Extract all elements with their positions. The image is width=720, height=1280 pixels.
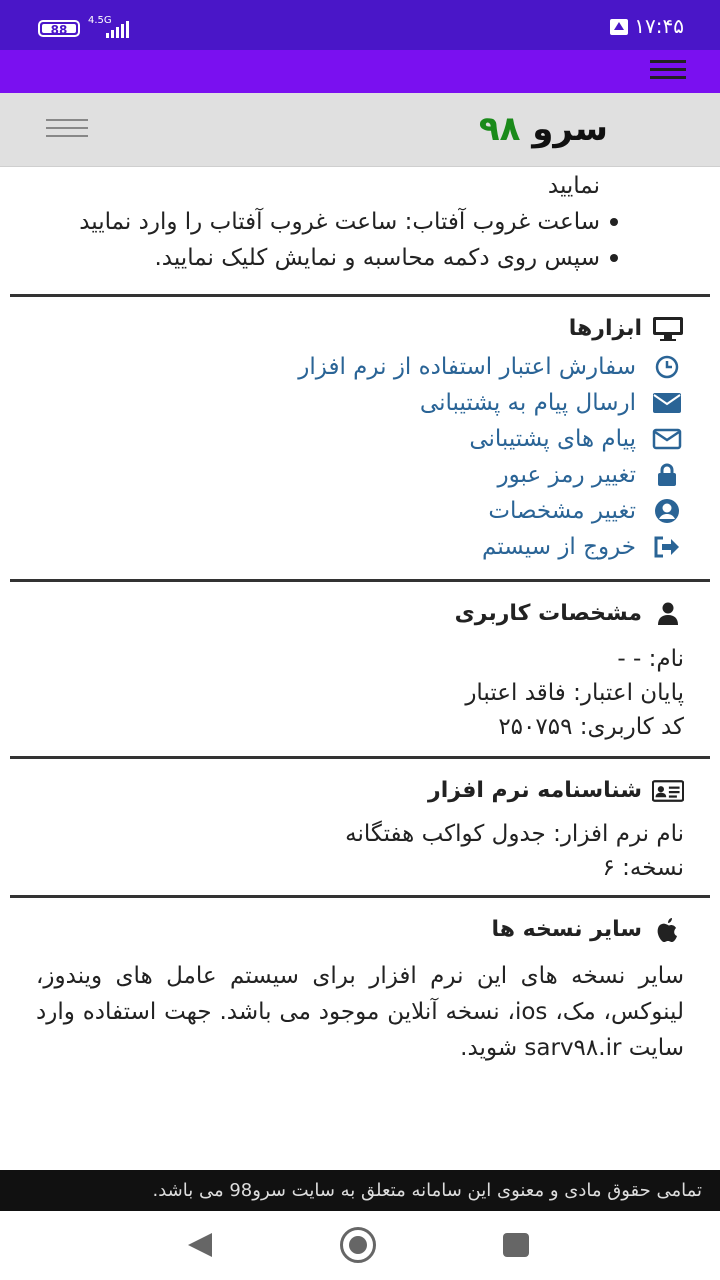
copyright-footer: تمامی حقوق مادی و معنوی این سامانه متعلق به سایت سرو98 می باشد. [0,1170,720,1211]
link-label: تغییر رمز عبور [497,462,636,488]
upload-icon [610,19,628,35]
envelope-outline-icon [650,425,684,453]
recent-apps-icon[interactable] [503,1233,529,1257]
nav-toggle-icon[interactable] [46,119,88,141]
user-info-title: مشخصات کاربری [454,601,642,626]
section-title [36,771,684,811]
instruction-list [40,204,666,276]
battery-level: 88 [42,24,76,33]
other-versions-section [10,895,710,1074]
section-title [36,910,684,950]
software-info-section [10,756,710,893]
envelope-solid-icon [650,389,684,417]
id-card-icon [652,779,684,803]
link-label: تغییر مشخصات [488,498,636,524]
system-nav-bar [0,1211,720,1280]
site-header [0,93,720,167]
logout-link[interactable] [36,529,684,565]
site-logo[interactable] [479,109,608,149]
change-profile-link[interactable] [36,493,684,529]
section-title [36,309,684,349]
user-info-section [10,579,710,752]
list-item: سپس روی دکمه محاسبه و نمایش کلیک نمایید. [40,240,600,276]
link-label: ارسال پیام به پشتیبانی [419,390,636,416]
order-credit-link[interactable] [36,349,684,385]
link-label: سفارش اعتبار استفاده از نرم افزار [298,354,636,380]
signal-icon [106,20,129,38]
user-code: کد کاربری: ۲۵۰۷۵۹ [498,714,684,740]
instruction-tail: نمایید [547,173,600,199]
lock-icon [650,461,684,489]
tools-section [10,294,710,573]
other-versions-title: سایر نسخه ها [491,917,642,942]
logo-word: سرو [532,109,608,149]
user-circle-icon [650,497,684,525]
user-name: نام: - - [617,646,684,672]
software-version: نسخه: ۶ [602,855,684,881]
list-item: ساعت غروب آفتاب: ساعت غروب آفتاب را وارد نمایید [40,204,600,240]
user-expiry: پایان اعتبار: فاقد اعتبار [465,680,684,706]
instructions [10,168,710,276]
monitor-icon [652,317,684,341]
battery-icon [38,20,80,37]
tools-title: ابزارها [568,316,642,341]
app-top-bar [0,50,720,93]
user-icon [652,602,684,626]
network-type: 4.5G [88,15,112,26]
status-bar [0,0,720,50]
software-name: نام نرم افزار: جدول کواکب هفتگانه [345,821,684,847]
section-title [36,594,684,634]
link-label: خروج از سیستم [482,534,636,560]
menu-icon[interactable] [650,60,686,82]
status-time: ۱۷:۴۵ [634,14,684,38]
sign-out-icon [650,533,684,561]
home-icon[interactable] [340,1227,376,1263]
link-label: پیام های پشتیبانی [469,426,636,452]
send-support-message-link[interactable] [36,385,684,421]
back-icon[interactable] [188,1233,212,1257]
support-messages-link[interactable] [36,421,684,457]
other-versions-text: سایر نسخه های این نرم افزار برای سیستم عامل های ویندوز، لینوکس، مک، ios، نسخه آنلاین موجود می باشد. جهت استفاده وارد سایت sarv۹۸.ir شوید. [36,963,684,1061]
page-content [10,168,710,1074]
apple-icon [652,918,684,942]
logo-number: ۹۸ [478,109,521,149]
software-info-title: شناسنامه نرم افزار [428,778,642,803]
change-password-link[interactable] [36,457,684,493]
clock-icon [650,353,684,381]
